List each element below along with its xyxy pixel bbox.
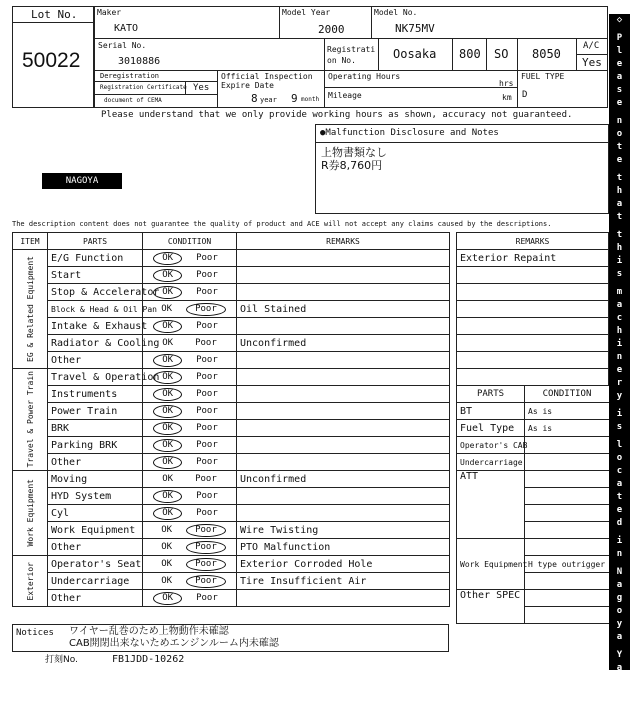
condition-cell xyxy=(143,420,237,437)
part-name: BRK xyxy=(48,420,143,437)
sidebar-char: s xyxy=(616,269,623,279)
condition-cell xyxy=(143,352,237,369)
part-name: Other xyxy=(48,454,143,471)
mileage-label: Mileage xyxy=(328,91,362,100)
right-part-condition xyxy=(525,539,610,556)
table-row xyxy=(457,437,610,454)
table-row xyxy=(457,250,609,267)
model-year-label: Model Year xyxy=(282,8,331,17)
fuel-type-value: D xyxy=(522,90,528,100)
cema-label: document of CEMA xyxy=(104,97,162,104)
remark-cell: Unconfirmed xyxy=(237,471,450,488)
table-row xyxy=(13,420,450,437)
sidebar-char: r xyxy=(616,676,623,686)
condition-cell xyxy=(143,386,237,403)
condition-poor: Poor xyxy=(196,439,218,450)
stamp-value: FB1JDD-10262 xyxy=(112,654,185,665)
category-label: Travel & Power Train xyxy=(25,371,35,468)
att-label: ATT xyxy=(457,471,525,539)
reg-place: Oosaka xyxy=(393,47,437,61)
fuel-type-label: FUEL TYPE xyxy=(521,72,565,81)
sidebar-char: r xyxy=(616,378,623,388)
sidebar-char: d xyxy=(616,689,623,699)
part-name: Parking BRK xyxy=(48,437,143,454)
sidebar-char: a xyxy=(616,632,623,642)
condition-cell xyxy=(143,573,237,590)
condition-poor: Poor xyxy=(196,388,218,399)
location-badge: NAGOYA xyxy=(42,173,122,189)
sidebar-char: i xyxy=(616,256,623,266)
sidebar-char: h xyxy=(616,186,623,196)
reg-cert-label: Registration Certificate xyxy=(100,84,187,91)
malfunction-title: ●Malfunction Disclosure and Notes xyxy=(320,128,499,138)
sidebar-char: s xyxy=(616,85,623,95)
part-name: Start xyxy=(48,267,143,284)
condition-ok: OK xyxy=(153,439,182,452)
remark-cell xyxy=(237,403,450,420)
right-part-condition xyxy=(525,471,610,488)
remark-cell xyxy=(237,250,450,267)
condition-poor: Poor xyxy=(196,507,218,518)
remark-cell xyxy=(237,454,450,471)
table-row xyxy=(13,488,450,505)
part-name: Stop & Accelerator xyxy=(48,284,143,301)
table-row xyxy=(457,352,609,369)
remark-cell xyxy=(237,284,450,301)
condition-ok: OK xyxy=(153,422,182,435)
sidebar-char: l xyxy=(616,46,623,56)
sidebar-char: a xyxy=(616,199,623,209)
right-part-name: Undercarriage xyxy=(457,454,525,471)
deregistration-label: Deregistration xyxy=(100,72,160,80)
sidebar-char: h xyxy=(616,326,623,336)
notices-line-1: ワイヤー乱巻のため上物動作未確認 xyxy=(69,626,229,637)
sidebar-char: i xyxy=(616,339,623,349)
right-remarks-table xyxy=(456,232,609,386)
table-row xyxy=(457,369,609,386)
table-row xyxy=(457,403,610,420)
sidebar-char: t xyxy=(616,212,623,222)
condition-poor: Poor xyxy=(196,269,218,280)
table-row xyxy=(13,573,450,590)
condition-ok: OK xyxy=(161,303,173,314)
condition-cell xyxy=(143,590,237,607)
condition-ok: OK xyxy=(153,405,182,418)
condition-ok: OK xyxy=(153,371,182,384)
table-row xyxy=(13,471,450,488)
sidebar-char: t xyxy=(616,173,623,183)
sidebar-char: a xyxy=(616,479,623,489)
col-condition: CONDITION xyxy=(143,233,237,250)
location-sidebar xyxy=(609,14,630,717)
condition-cell xyxy=(143,335,237,352)
inspection-month: 9 xyxy=(291,92,298,105)
part-name: Other xyxy=(48,590,143,607)
condition-cell xyxy=(143,505,237,522)
condition-ok: OK xyxy=(153,490,182,503)
condition-ok: OK xyxy=(161,558,173,569)
condition-cell xyxy=(143,556,237,573)
condition-ok: OK xyxy=(153,388,182,401)
condition-poor: Poor xyxy=(186,303,226,316)
right-remark-cell xyxy=(457,267,609,284)
part-name: Cyl xyxy=(48,505,143,522)
serial-value: 3010886 xyxy=(118,56,161,67)
condition-poor: Poor xyxy=(195,338,217,348)
table-row xyxy=(13,301,450,318)
condition-ok: OK xyxy=(153,269,182,282)
condition-cell xyxy=(143,539,237,556)
right-part-condition: As is xyxy=(525,420,610,437)
sidebar-char: ◇ xyxy=(616,15,623,25)
right-part-condition xyxy=(525,590,610,607)
right-part-condition xyxy=(525,522,610,539)
condition-ok: OK xyxy=(161,524,173,535)
right-remark-cell xyxy=(457,284,609,301)
right-remarks-header: REMARKS xyxy=(457,233,609,250)
condition-ok: OK xyxy=(153,252,182,265)
sidebar-char: P xyxy=(616,33,623,43)
sidebar-char: Y xyxy=(616,650,623,660)
table-row xyxy=(457,454,610,471)
inspection-month-unit: month xyxy=(301,96,320,103)
sidebar-char: e xyxy=(616,155,623,165)
table-row xyxy=(13,386,450,403)
condition-poor: Poor xyxy=(196,286,218,297)
reg-num-2: SO xyxy=(494,47,509,61)
inspection-label: Official Inspection Expire Date xyxy=(221,72,313,90)
malfunction-line-1: 上物書類なし xyxy=(321,146,387,159)
table-row xyxy=(457,335,609,352)
sidebar-char: a xyxy=(616,72,623,82)
stamp-label: 打刻No. xyxy=(45,655,78,665)
condition-poor: Poor xyxy=(196,456,218,467)
table-row xyxy=(13,352,450,369)
inspection-year-unit: year xyxy=(260,96,277,104)
remark-cell xyxy=(237,318,450,335)
remark-cell xyxy=(237,488,450,505)
condition-cell xyxy=(143,488,237,505)
part-name: Travel & Operation xyxy=(48,369,143,386)
condition-poor: Poor xyxy=(196,320,218,331)
sidebar-char: m xyxy=(616,287,623,297)
registration-label: Registrati on No. xyxy=(327,45,376,65)
condition-poor: Poor xyxy=(196,490,218,501)
right-part-condition xyxy=(525,488,610,505)
right-part-condition xyxy=(525,454,610,471)
condition-poor: Poor xyxy=(196,371,218,382)
right-remark-cell xyxy=(457,335,609,352)
right-part-name: Operator's CAB xyxy=(457,437,525,454)
right-parts-table xyxy=(456,385,610,624)
condition-cell xyxy=(143,437,237,454)
sidebar-char: n xyxy=(616,549,623,559)
remark-cell xyxy=(237,420,450,437)
sidebar-char: y xyxy=(616,391,623,401)
table-row xyxy=(13,284,450,301)
inspection-year: 8 xyxy=(251,92,258,105)
condition-poor: Poor xyxy=(186,524,226,537)
ac-label: A/C xyxy=(583,41,600,51)
hrs-unit: hrs xyxy=(499,79,514,88)
condition-cell xyxy=(143,403,237,420)
reg-num-1: 800 xyxy=(459,47,481,61)
part-name: Other xyxy=(48,539,143,556)
work-equipment-label: Work Equipment xyxy=(457,539,525,590)
table-row xyxy=(457,318,609,335)
sidebar-char: c xyxy=(616,466,623,476)
malfunction-line-2: R券8,760円 xyxy=(321,159,383,172)
condition-cell xyxy=(143,267,237,284)
right-remark-cell: Exterior Repaint xyxy=(457,250,609,267)
table-row xyxy=(13,539,450,556)
remark-cell: PTO Malfunction xyxy=(237,539,450,556)
condition-cell xyxy=(143,369,237,386)
condition-cell xyxy=(143,471,237,488)
condition-ok: OK xyxy=(153,320,182,333)
condition-poor: Poor xyxy=(186,541,226,554)
maker-label: Maker xyxy=(97,8,122,17)
model-year-value: 2000 xyxy=(318,23,345,36)
right-parts-col-parts: PARTS xyxy=(457,386,525,403)
right-remark-cell xyxy=(457,318,609,335)
part-name: Moving xyxy=(48,471,143,488)
sidebar-char: o xyxy=(616,129,623,139)
category-label: Exterior xyxy=(25,561,35,601)
col-parts: PARTS xyxy=(48,233,143,250)
condition-poor: Poor xyxy=(196,405,218,416)
condition-cell xyxy=(143,318,237,335)
condition-poor: Poor xyxy=(196,422,218,433)
part-name: E/G Function xyxy=(48,250,143,267)
right-remark-cell xyxy=(457,352,609,369)
table-row xyxy=(457,267,609,284)
notices-label: Notices xyxy=(16,628,54,638)
table-row xyxy=(13,250,450,267)
condition-cell xyxy=(143,250,237,267)
col-remarks: REMARKS xyxy=(237,233,450,250)
lot-label: Lot No. xyxy=(31,8,78,21)
remark-cell xyxy=(237,437,450,454)
part-name: Radiator & Cooling xyxy=(48,335,143,352)
km-unit: km xyxy=(502,93,512,102)
part-name: Undercarriage xyxy=(48,573,143,590)
table-row xyxy=(13,403,450,420)
category-label: EG & Related Equipment xyxy=(25,256,35,362)
sidebar-char: c xyxy=(616,313,623,323)
category-cell xyxy=(13,471,48,556)
ac-value: Yes xyxy=(582,56,602,69)
reg-num-3: 8050 xyxy=(532,47,561,61)
disclaimer: The description content does not guarantee the quality of product and ACE will not accept any claims caused by the descriptions. xyxy=(12,220,552,228)
notices-line-2: CAB開閉出来ないためエンジンルーム内未確認 xyxy=(69,638,279,649)
sidebar-char: l xyxy=(616,440,623,450)
remark-cell xyxy=(237,386,450,403)
sidebar-char: g xyxy=(616,593,623,603)
part-name: Operator's Seat xyxy=(48,556,143,573)
sidebar-char: h xyxy=(616,243,623,253)
right-part-condition xyxy=(525,607,610,624)
condition-cell xyxy=(143,522,237,539)
table-row xyxy=(457,539,610,556)
sidebar-char: n xyxy=(616,352,623,362)
sidebar-char: e xyxy=(616,365,623,375)
condition-ok: OK xyxy=(162,474,174,484)
condition-cell xyxy=(143,301,237,318)
sidebar-char: a xyxy=(616,300,623,310)
remark-cell xyxy=(237,505,450,522)
sidebar-char: t xyxy=(616,142,623,152)
right-part-condition: H type outrigger xyxy=(525,556,610,573)
sidebar-char: s xyxy=(616,422,623,432)
table-row xyxy=(457,284,609,301)
operating-hours-label: Operating Hours xyxy=(328,72,401,81)
sidebar-char: o xyxy=(616,453,623,463)
sidebar-char: y xyxy=(616,619,623,629)
condition-poor: Poor xyxy=(195,474,217,484)
right-part-condition: As is xyxy=(525,403,610,420)
table-row xyxy=(457,420,610,437)
hours-notice: Please understand that we only provide working hours as shown, accuracy not guaranteed. xyxy=(101,110,573,120)
part-name: Power Train xyxy=(48,403,143,420)
right-part-condition xyxy=(525,505,610,522)
category-cell xyxy=(13,250,48,369)
remark-cell xyxy=(237,267,450,284)
remark-cell: Exterior Corroded Hole xyxy=(237,556,450,573)
right-part-condition xyxy=(525,573,610,590)
condition-ok: OK xyxy=(161,575,173,586)
sidebar-char: e xyxy=(616,98,623,108)
remark-cell: Tire Insufficient Air xyxy=(237,573,450,590)
table-row xyxy=(13,590,450,607)
other-spec-label: Other SPEC xyxy=(457,590,525,624)
reg-cert-value: Yes xyxy=(193,83,210,93)
sidebar-char: i xyxy=(616,409,623,419)
remark-cell: Unconfirmed xyxy=(237,335,450,352)
maker-value: KATO xyxy=(114,23,139,34)
condition-poor: Poor xyxy=(186,575,226,588)
table-row xyxy=(457,590,610,607)
sidebar-char: N xyxy=(616,567,623,577)
right-part-condition xyxy=(525,437,610,454)
sidebar-char: a xyxy=(616,580,623,590)
table-row xyxy=(457,471,610,488)
condition-ok: OK xyxy=(162,338,174,348)
part-name: Work Equipment xyxy=(48,522,143,539)
category-cell xyxy=(13,556,48,607)
remark-cell: Oil Stained xyxy=(237,301,450,318)
sidebar-char: t xyxy=(616,230,623,240)
condition-poor: Poor xyxy=(186,558,226,571)
right-part-name: BT xyxy=(457,403,525,420)
condition-cell xyxy=(143,284,237,301)
part-name: Intake & Exhaust xyxy=(48,318,143,335)
model-no-value: NK75MV xyxy=(395,22,435,35)
table-row xyxy=(13,267,450,284)
table-row xyxy=(13,505,450,522)
sidebar-char: i xyxy=(616,536,623,546)
right-remark-cell xyxy=(457,301,609,318)
condition-ok: OK xyxy=(153,456,182,469)
right-part-name: Fuel Type xyxy=(457,420,525,437)
sidebar-char: o xyxy=(616,606,623,616)
part-name: Other xyxy=(48,352,143,369)
sidebar-char: e xyxy=(616,59,623,69)
remark-cell: Wire Twisting xyxy=(237,522,450,539)
lot-number: 50022 xyxy=(22,49,81,72)
remark-cell xyxy=(237,352,450,369)
right-parts-col-condition: CONDITION xyxy=(525,386,610,403)
remark-cell xyxy=(237,590,450,607)
condition-ok: OK xyxy=(153,507,182,520)
sidebar-char: a xyxy=(616,663,623,673)
condition-cell xyxy=(143,454,237,471)
condition-ok: OK xyxy=(161,541,173,552)
condition-ok: OK xyxy=(153,592,182,605)
category-cell xyxy=(13,369,48,471)
col-item: ITEM xyxy=(13,233,48,250)
condition-ok: OK xyxy=(153,286,182,299)
model-no-label: Model No. xyxy=(374,8,418,17)
condition-poor: Poor xyxy=(196,252,218,263)
sidebar-char: e xyxy=(616,505,623,515)
condition-poor: Poor xyxy=(196,592,218,603)
inspection-table xyxy=(12,232,450,607)
table-row xyxy=(457,301,609,318)
table-row xyxy=(13,437,450,454)
serial-label: Serial No. xyxy=(98,41,147,50)
part-name: Instruments xyxy=(48,386,143,403)
sidebar-char: d xyxy=(616,518,623,528)
sidebar-char: t xyxy=(616,492,623,502)
part-name: Block & Head & Oil Pan xyxy=(48,301,143,318)
table-row xyxy=(13,522,450,539)
condition-ok: OK xyxy=(153,354,182,367)
right-remark-cell xyxy=(457,369,609,386)
remark-cell xyxy=(237,369,450,386)
sidebar-char: ◇ xyxy=(616,707,623,717)
part-name: HYD System xyxy=(48,488,143,505)
table-row xyxy=(13,369,450,386)
condition-poor: Poor xyxy=(196,354,218,365)
table-row xyxy=(13,318,450,335)
table-row xyxy=(13,335,450,352)
sidebar-char: n xyxy=(616,116,623,126)
table-row xyxy=(13,454,450,471)
table-row xyxy=(13,556,450,573)
category-label: Work Equipment xyxy=(25,479,35,547)
